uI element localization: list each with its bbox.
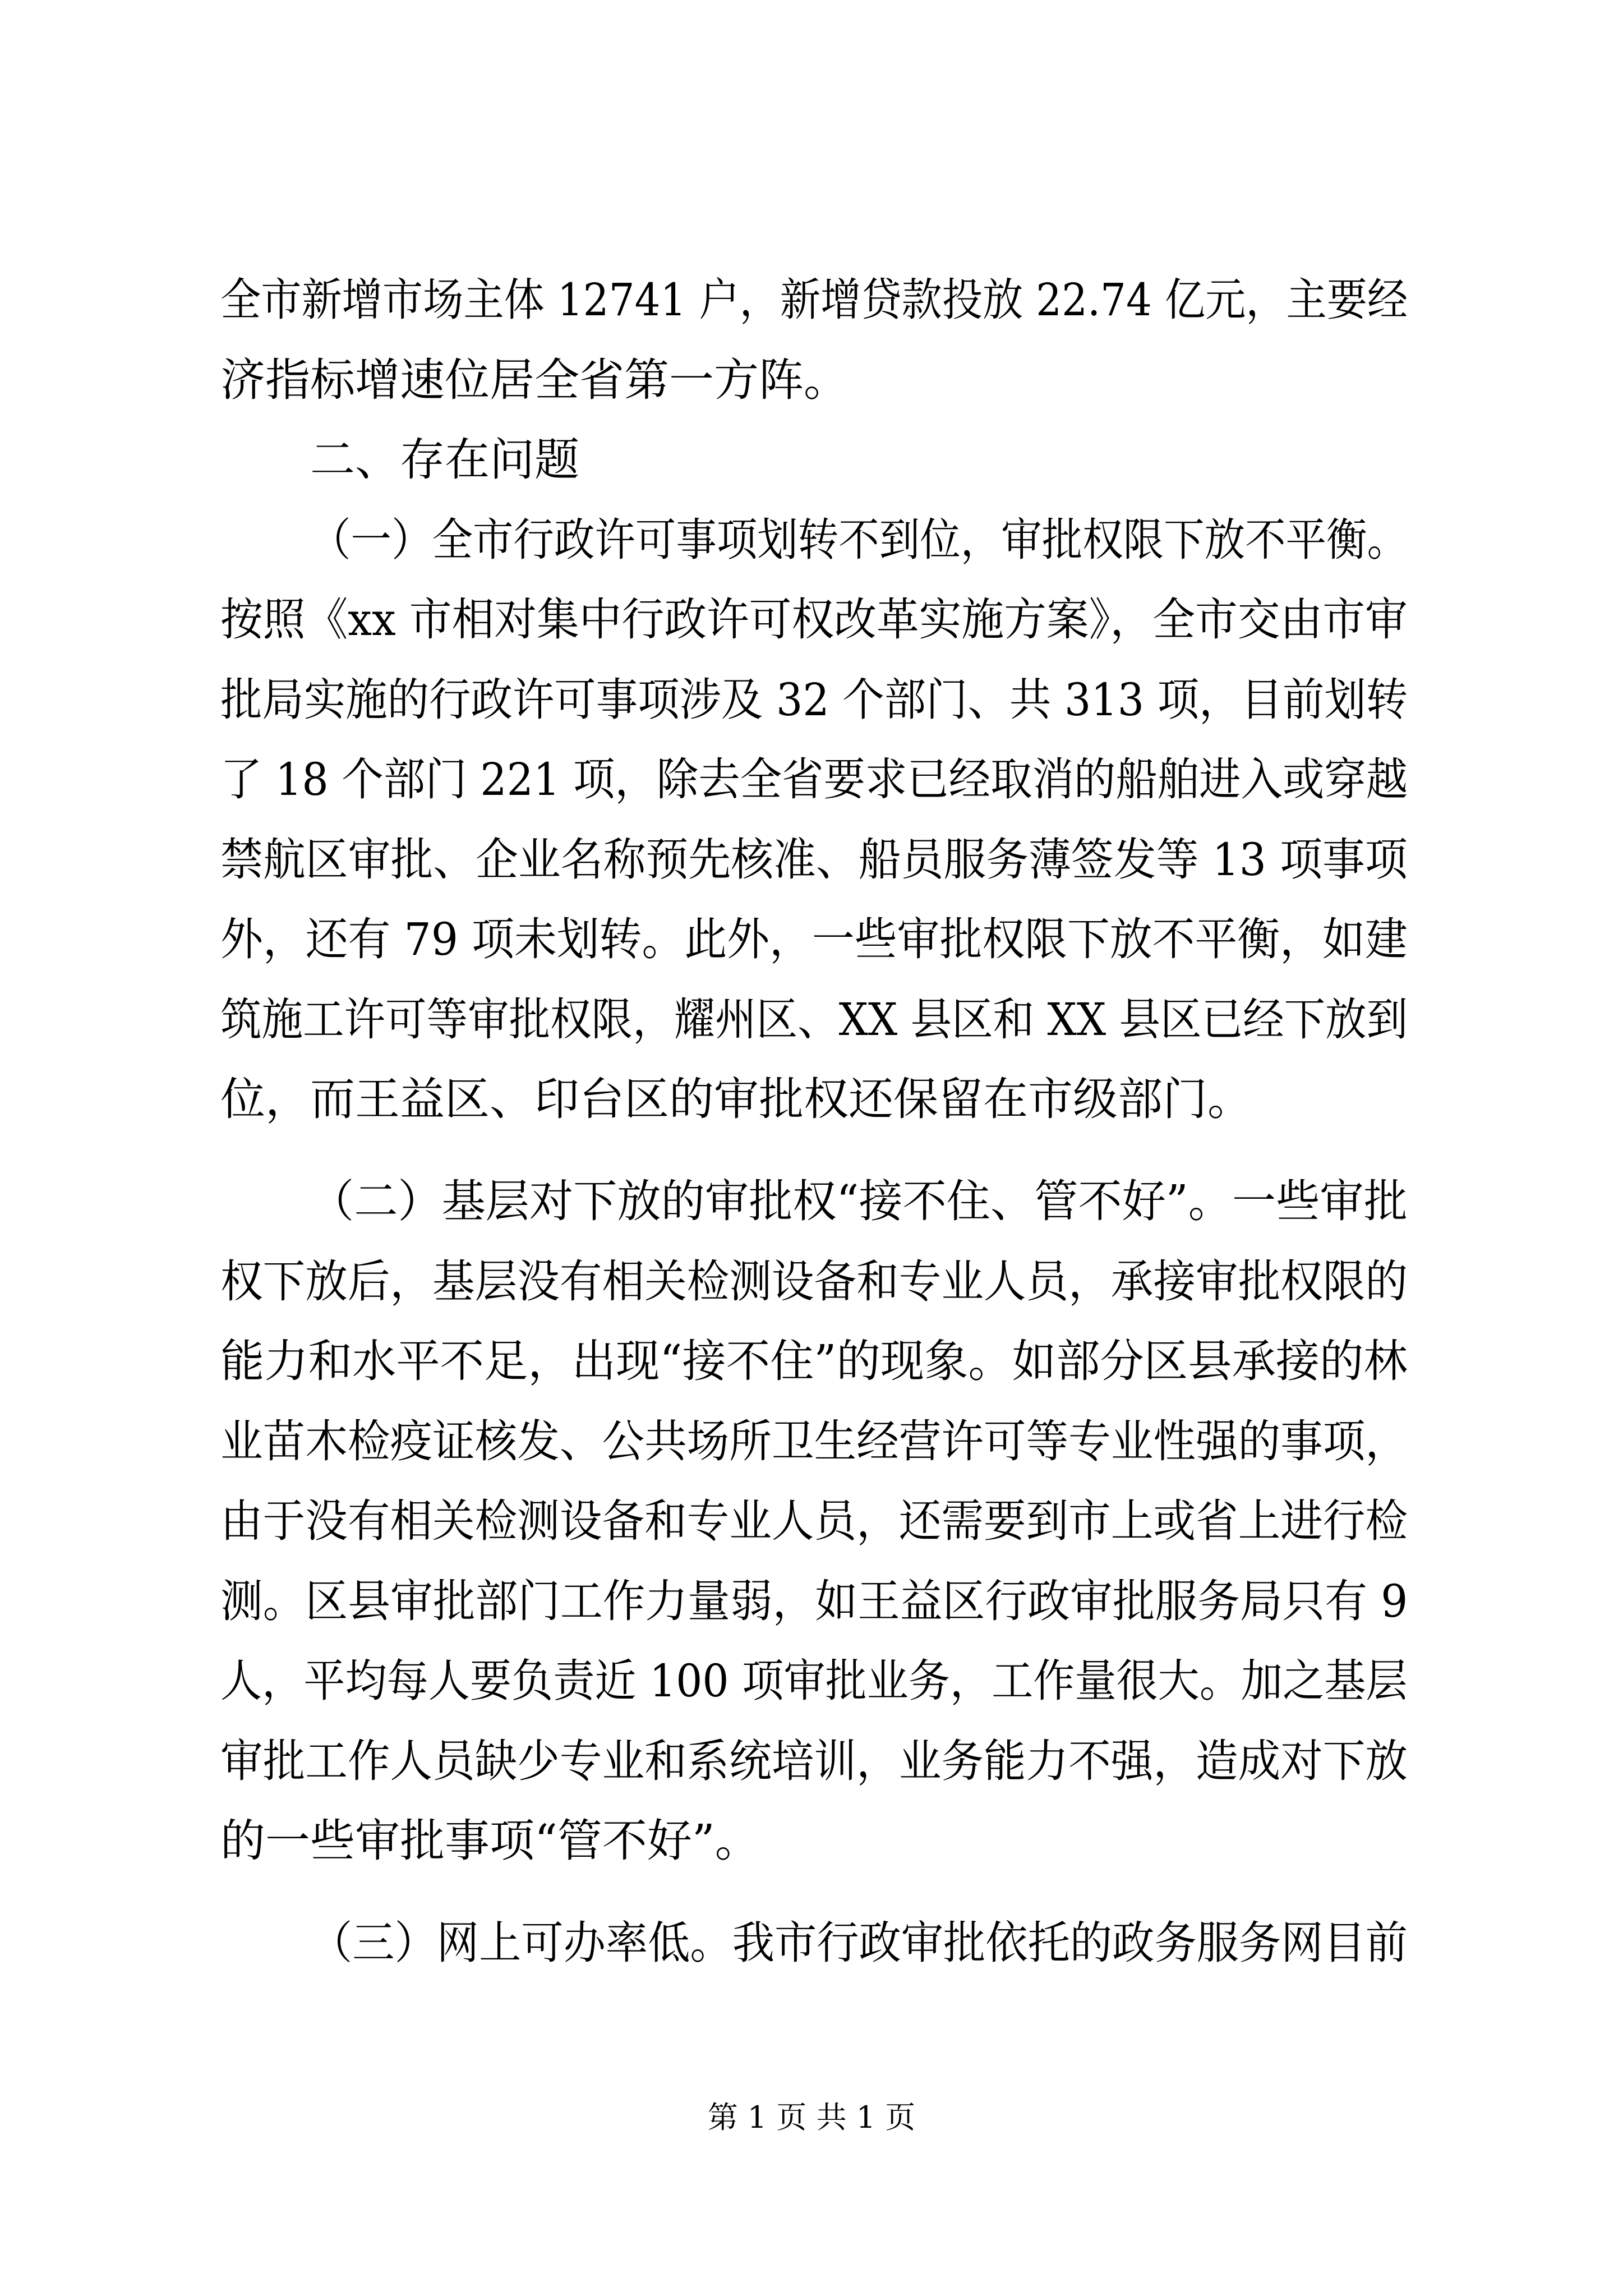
paragraph-line: 批局实施的行政许可事项涉及 32 个部门、共 313 项，目前划转 xyxy=(220,674,1408,726)
paragraph-line: 测。区县审批部门工作力量弱，如王益区行政审批服务局只有 9 xyxy=(220,1575,1408,1627)
paragraph-line: 人，平均每人要负责近 100 项审批业务，工作量很大。加之基层 xyxy=(220,1655,1408,1707)
paragraph-line: 业苗木检疫证核发、公共场所卫生经营许可等专业性强的事项， xyxy=(220,1415,1408,1467)
paragraph-line: 由于没有相关检测设备和专业人员，还需要到市上或省上进行检 xyxy=(220,1495,1408,1547)
paragraph-line: 了 18 个部门 221 项，除去全省要求已经取消的船舶进入或穿越 xyxy=(220,753,1408,806)
section-heading: 二、存在问题 xyxy=(310,434,579,486)
subsection-heading: （三）网上可办率低。我市行政审批依托的政务服务网目前 xyxy=(310,1917,1408,1969)
paragraph-line: 审批工作人员缺少专业和系统培训，业务能力不强，造成对下放 xyxy=(220,1735,1408,1787)
paragraph-line: 权下放后，基层没有相关检测设备和专业人员，承接审批权限的 xyxy=(220,1255,1408,1308)
paragraph-line: 济指标增速位居全省第一方阵。 xyxy=(220,354,849,406)
paragraph-line: 位，而王益区、印台区的审批权还保留在市级部门。 xyxy=(220,1073,1252,1125)
paragraph-line: 筑施工许可等审批权限，耀州区、XX 县区和 XX 县区已经下放到 xyxy=(220,993,1408,1046)
paragraph-line: 能力和水平不足，出现“接不住”的现象。如部分区县承接的林 xyxy=(220,1335,1408,1387)
paragraph-line: 按照《xx 市相对集中行政许可权改革实施方案》，全市交由市审 xyxy=(220,593,1408,646)
subsection-heading: （二）基层对下放的审批权“接不住、管不好”。一些审批 xyxy=(310,1175,1408,1227)
paragraph-line: 禁航区审批、企业名称预先核准、船员服务薄签发等 13 项事项 xyxy=(220,834,1408,886)
paragraph-line: 外，还有 79 项未划转。此外，一些审批权限下放不平衡，如建 xyxy=(220,913,1408,965)
subsection-heading: （一）全市行政许可事项划转不到位，审批权限下放不平衡。 xyxy=(310,514,1408,566)
page-number-footer: 第 1 页 共 1 页 xyxy=(707,2100,916,2135)
paragraph-line: 全市新增市场主体 12741 户，新增贷款投放 22.74 亿元，主要经 xyxy=(220,274,1408,326)
paragraph-line: 的一些审批事项“管不好”。 xyxy=(220,1815,760,1867)
